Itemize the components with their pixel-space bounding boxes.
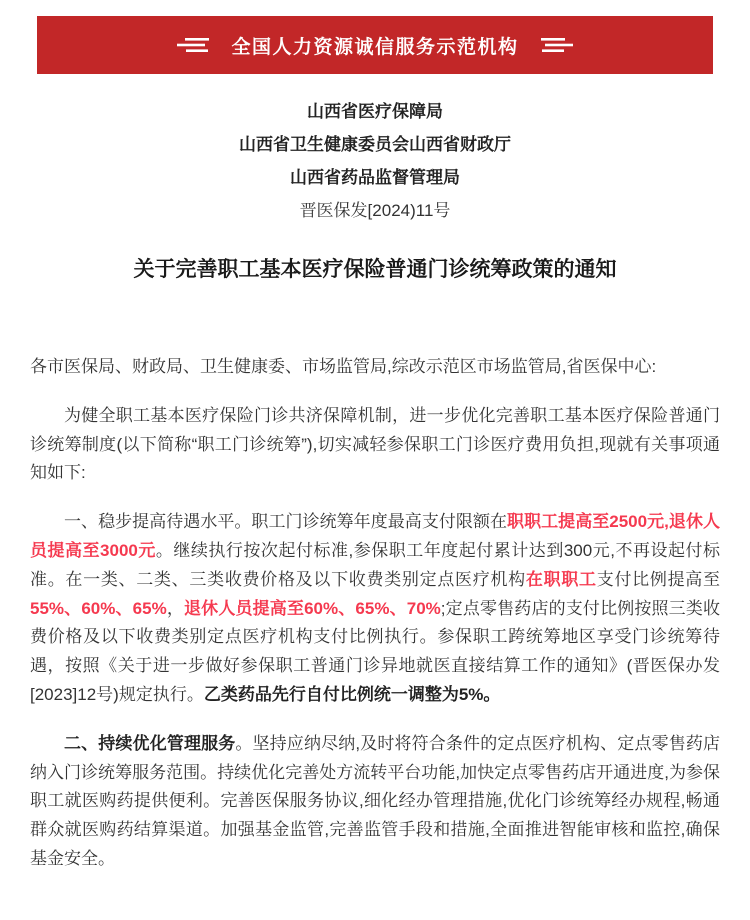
text-segment: 55%、60%、65% (30, 598, 167, 618)
issuing-org-line: 山西省卫生健康委员会山西省财政厅 (239, 135, 511, 154)
text-segment: 一、稳步提高待遇水平。职工门诊统筹年度最高支付限额在 (64, 512, 508, 532)
text-segment: 各市医保局、财政局、卫生健康委、市场监管局,综改示范区市场监管局,省医保中心: (30, 357, 657, 376)
text-segment: 退休人员提高至60%、65%、70% (184, 598, 441, 618)
certification-banner (37, 16, 713, 74)
text-segment: 在职职工 (525, 569, 597, 589)
text-segment: 支付比例提高至 (596, 569, 721, 589)
text-segment: 为健全职工基本医疗保险门诊共济保障机制，进一步优化完善职工基本医疗保险普通门诊统筹制度(以下简称“职工门诊统筹”),切实减轻参保职工门诊医疗费用负担,现就有关事项通知如下: (30, 405, 720, 483)
paragraph (30, 353, 720, 382)
issuing-org-line: 山西省药品监督管理局 (290, 168, 460, 187)
paragraph (30, 402, 720, 488)
triple-lines-left-icon (173, 36, 215, 54)
banner-title: 全国人力资源诚信服务示范机构 (231, 36, 519, 58)
document-header (0, 95, 750, 283)
paragraph (30, 730, 720, 874)
triple-lines-right-icon (535, 36, 577, 54)
issuing-org-line: 山西省医疗保障局 (307, 102, 443, 121)
document-title: 关于完善职工基本医疗保险普通门诊统筹政策的通知 (133, 258, 617, 281)
text-segment: ， (166, 598, 185, 618)
text-segment: 。坚持应纳尽纳,及时将符合条件的定点医疗机构、定点零售药店纳入门诊统筹服务范围。持续优化完善处方流转平台功能,加快定点零售药店开通进度,为参保职工就医购药提供便利。完善医保服务协议,细化经办管理措施,优化门诊统筹经办规程,畅通群众就医购药结算渠道。加强基金监管,完善监管手段和措施,全面推进智能审核和监控,确保基金安全。 (30, 733, 720, 868)
text-segment: ;定点零售药店的支付比例按照三类收费价格及以下收费类别定点医疗机构支付比例执行。参保职工跨统筹地区享受门诊统筹待遇，按照《关于进一步做好参保职工普通门诊异地就医直接结算工作的通知》(晋医保办发[2023]12号)规定执行。 (30, 598, 720, 704)
text-segment: 乙类药品先行自付比例统一调整为5%。 (203, 684, 501, 704)
document-number: 晋医保发[2024)11号 (299, 201, 451, 220)
text-segment: 二、持续优化管理服务 (64, 733, 236, 753)
body-paragraphs (0, 353, 750, 874)
page-container (0, 16, 750, 914)
text-segment: 职职工提高至2500元,退休人员提高至3000元 (30, 512, 721, 560)
paragraph (30, 508, 720, 710)
text-segment: 。继续执行按次起付标准,参保职工年度起付累计达到300元,不再设起付标准。在一类、二类、三类收费价格及以下收费类别定点医疗机构 (30, 540, 720, 589)
